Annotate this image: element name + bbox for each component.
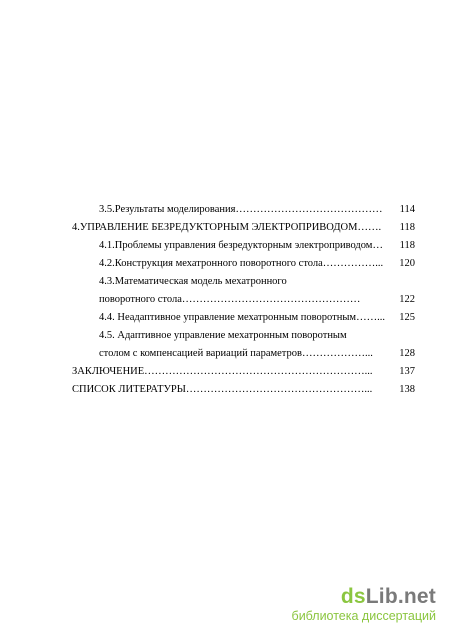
watermark bbox=[292, 585, 436, 624]
toc-entry-3-5: 3.5.Результаты моделирования…………………………………… bbox=[99, 204, 383, 215]
toc-page-4-1: 118 bbox=[399, 240, 415, 251]
watermark-logo-prefix: ds bbox=[340, 585, 366, 608]
toc-entry-4: 4.УПРАВЛЕНИЕ БЕЗРЕДУКТОРНЫМ ЭЛЕКТРОПРИВОДОМ……. bbox=[72, 222, 382, 233]
toc-page-4-5: 128 bbox=[399, 348, 415, 359]
toc-entry-4-5-line1: 4.5. Адаптивное управление мехатронным поворотным bbox=[99, 330, 347, 341]
toc-entry-references: СПИСОК ЛИТЕРАТУРЫ……………………………………………... bbox=[72, 384, 373, 395]
toc-entry-4-3-line2: поворотного стола…………………………………………… bbox=[99, 294, 361, 305]
toc-page-conclusion: 137 bbox=[399, 366, 415, 377]
toc-entry-conclusion: ЗАКЛЮЧЕНИЕ………………………………………………………... bbox=[72, 366, 373, 377]
watermark-logo bbox=[292, 585, 436, 609]
watermark-subtitle: библиотека диссертаций bbox=[291, 609, 436, 623]
toc-entry-4-3-line1: 4.3.Математическая модель мехатронного bbox=[99, 276, 287, 287]
toc-page-4-2: 120 bbox=[399, 258, 415, 269]
toc-entry-4-1: 4.1.Проблемы управления безредукторным электроприводом… bbox=[99, 240, 383, 251]
toc-page-4-4: 125 bbox=[399, 312, 415, 323]
toc-entry-4-4: 4.4. Неадаптивное управление мехатронным поворотным……... bbox=[99, 312, 385, 323]
toc-entry-4-5-line2: столом с компенсацией вариаций параметров………………... bbox=[99, 348, 373, 359]
toc-page-4: 118 bbox=[399, 222, 415, 233]
toc-page-3-5: 114 bbox=[399, 204, 415, 215]
toc-page-references: 138 bbox=[399, 384, 415, 395]
toc-page-4-3: 122 bbox=[399, 294, 415, 305]
watermark-logo-rest: Lib.net bbox=[365, 585, 436, 608]
toc-entry-4-2: 4.2.Конструкция мехатронного поворотного стола……………... bbox=[99, 258, 384, 269]
